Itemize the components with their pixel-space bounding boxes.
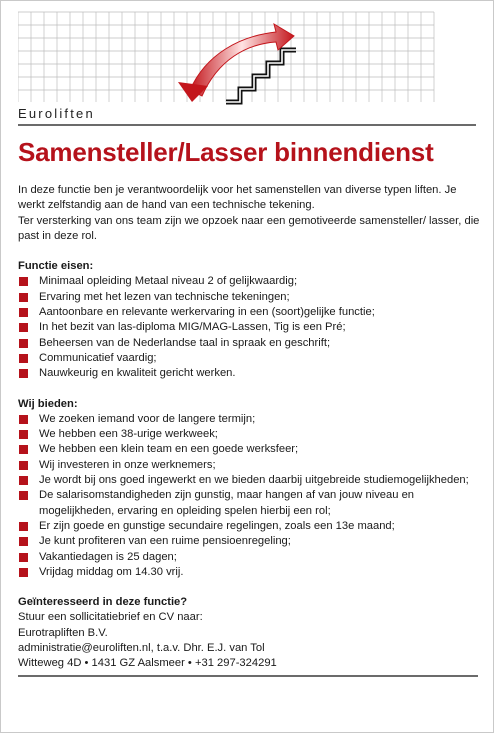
company-name: Eurotrapliften B.V. <box>18 626 108 639</box>
bullet-square-icon <box>19 415 28 424</box>
bullet-square-icon <box>19 461 28 470</box>
list-item-text: We zoeken iemand voor de langere termijn; <box>39 412 256 425</box>
requirement-item <box>18 351 480 366</box>
bullet-square-icon <box>19 369 28 378</box>
offer-item <box>18 412 480 427</box>
offer-item <box>18 473 480 488</box>
list-item-text: Er zijn goede en gunstige secundaire regelingen, zoals een 13e maand; <box>39 519 395 532</box>
requirement-item <box>18 290 480 305</box>
contact-instruction: Stuur een sollicitatiebrief en CV naar: <box>18 611 203 624</box>
bullet-square-icon <box>19 522 28 531</box>
bullet-square-icon <box>19 277 28 286</box>
bullet-square-icon <box>19 491 28 500</box>
offer-item <box>18 458 480 473</box>
contact-email[interactable]: administratie@euroliften.nl, t.a.v. Dhr. E.J. van Tol <box>18 642 265 655</box>
bullet-square-icon <box>19 430 28 439</box>
requirement-item <box>18 366 480 381</box>
curved-arrow-icon <box>190 24 294 96</box>
list-item-text: De salarisomstandigheden zijn gunstig, maar hangen af van jouw niveau en mogelijkheden, ervaring en opleiding spelen hierbij een rol; <box>39 489 415 517</box>
requirement-item <box>18 274 480 289</box>
list-item-text: Vrijdag middag om 14.30 vrij. <box>39 565 184 578</box>
requirement-item <box>18 336 480 351</box>
list-item-text: Ervaring met het lezen van technische tekeningen; <box>39 290 290 303</box>
offer-item <box>18 427 480 442</box>
bullet-square-icon <box>19 553 28 562</box>
list-item-text: Aantoonbare en relevante werkervaring in een (soort)gelijke functie; <box>39 306 375 319</box>
contact-block <box>18 595 480 676</box>
offer-item <box>18 519 480 534</box>
requirement-item <box>18 305 480 320</box>
list-item-text: Beheersen van de Nederlandse taal in spraak en geschrift; <box>39 336 331 349</box>
offer-list <box>18 412 480 580</box>
bullet-square-icon <box>19 308 28 317</box>
bullet-square-icon <box>19 339 28 348</box>
job-title: Samensteller/Lasser binnendienst <box>18 137 434 167</box>
list-item-text: Je kunt profiteren van een ruime pensioenregeling; <box>39 535 291 548</box>
bullet-square-icon <box>19 445 28 454</box>
requirements-list <box>18 274 480 381</box>
offer-item <box>18 488 480 519</box>
offer-item <box>18 442 480 457</box>
bullet-square-icon <box>19 354 28 363</box>
list-item-text: Nauwkeurig en kwaliteit gericht werken. <box>39 367 236 380</box>
header-divider <box>18 124 476 126</box>
requirement-item <box>18 320 480 335</box>
offer-item <box>18 565 480 580</box>
offer-item <box>18 534 480 549</box>
requirements-heading: Functie eisen: <box>18 260 94 273</box>
bullet-square-icon <box>19 293 28 302</box>
bullet-square-icon <box>19 476 28 485</box>
offer-item <box>18 550 480 565</box>
bullet-square-icon <box>19 323 28 332</box>
list-item-text: We hebben een 38-urige werkweek; <box>39 428 218 441</box>
offer-heading: Wij bieden: <box>18 397 78 410</box>
intro-paragraph-2: Ter versterking van ons team zijn we opzoek naar een gemotiveerde samensteller/ lasser, die past in deze rol. <box>18 214 480 242</box>
footer-divider <box>18 675 478 677</box>
list-item-text: We hebben een klein team en een goede werksfeer; <box>39 443 299 456</box>
stairs-icon-inner <box>226 50 296 102</box>
list-item-text: In het bezit van las-diploma MIG/MAG-Lassen, Tig is een Pré; <box>39 321 346 334</box>
list-item-text: Communicatief vaardig; <box>39 351 157 364</box>
list-item-text: Minimaal opleiding Metaal niveau 2 of gelijkwaardig; <box>39 275 298 288</box>
list-item-text: Wij investeren in onze werknemers; <box>39 458 216 471</box>
intro-text <box>18 183 480 244</box>
list-item-text: Vakantiedagen is 25 dagen; <box>39 550 177 563</box>
vacancy-body <box>18 183 480 677</box>
contact-address: Witteweg 4D • 1431 GZ Aalsmeer • +31 297-324291 <box>18 657 277 670</box>
intro-paragraph-1: In deze functie ben je verantwoordelijk voor het samenstellen van diverse typen liften. Je werkt zelfstandig aan de hand van een technische tekening. <box>18 184 457 212</box>
brand-name: Euroliften <box>18 106 95 121</box>
bullet-square-icon <box>19 568 28 577</box>
bullet-square-icon <box>19 537 28 546</box>
list-item-text: Je wordt bij ons goed ingewerkt en we bieden daarbij uitgebreide studiemogelijkheden; <box>39 474 469 487</box>
contact-heading: Geïnteresseerd in deze functie? <box>18 596 188 609</box>
